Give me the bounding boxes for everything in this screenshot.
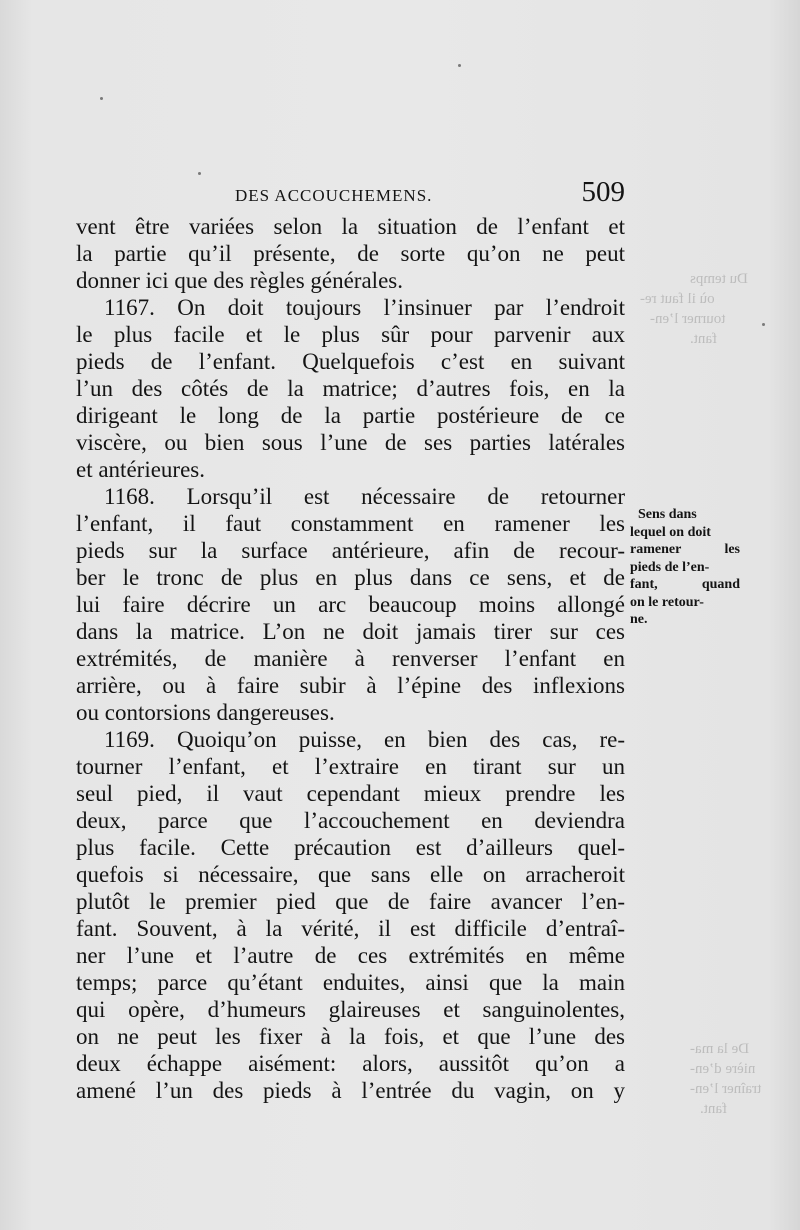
text-line: arrière, ou à faire subir à l’épine des inflexions [76,673,625,698]
text-line: lui faire décrire un arc beaucoup moins allongé [76,592,625,617]
margin-note-line: on le retour- [630,594,704,610]
page-header [76,176,625,216]
paper-speck [198,172,201,175]
text-line: dans la matrice. L’on ne doit jamais tirer sur ces [76,619,625,644]
text-line: extrémités, de manière à renverser l’enfant en [76,646,625,671]
text-line: temps; parce qu’étant enduites, ainsi que la main [76,970,625,995]
text-line: ber le tronc de plus en plus dans ce sens, et de [76,565,625,590]
text-line: vent être variées selon la situation de l’enfant et [76,214,625,239]
text-line: ou contorsions dangereuses. [76,700,335,725]
paper-speck [762,323,765,326]
show-through-mark: Du temps [690,271,748,287]
text-line: l’enfant, il faut constamment en ramener les [76,511,625,536]
margin-note-line: Sens dans [638,507,697,522]
text-line: pieds de l’enfant. Quelquefois c’est en suivant [76,349,625,374]
text-line: viscère, ou bien sous l’une de ses parties latérales [76,430,625,455]
margin-note-line: fant, quand [630,577,740,592]
text-line: deux échappe aisément: alors, aussitôt qu’on a [76,1051,625,1076]
paragraph-start-1169: 1169. Quoiqu’on puisse, en bien des cas, re- [104,727,625,752]
text-line: deux, parce que l’accouchement en deviendra [76,808,625,833]
margin-note-line: ne. [630,612,648,627]
text-line: ner l’une et l’autre de ces extrémités en même [76,943,625,968]
margin-note-line: lequel on doit [630,524,711,540]
show-through-mark: tourner l’en- [650,311,726,327]
text-line: seul pied, il vaut cependant mieux prendre les [76,781,625,806]
running-head: DES ACCOUCHEMENS. [235,186,433,205]
text-line: donner ici que des règles générales. [76,268,403,293]
text-line: quefois si nécessaire, que sans elle on arracheroit [76,862,625,887]
margin-note [630,506,740,629]
text-line: amené l’un des pieds à l’entrée du vagin, on y [76,1078,625,1103]
show-through-mark: nière d’en- [690,1061,756,1077]
paper-speck [100,97,103,100]
text-line: plus facile. Cette précaution est d’ailleurs quel- [76,835,625,860]
margin-note-line: pieds de l’en- [630,559,710,575]
paper-speck [458,64,461,67]
text-line: dirigeant le long de la partie postérieure de ce [76,403,625,428]
margin-note-line: ramener les [630,542,740,557]
text-line: plutôt le premier pied que de faire avancer l’en- [76,889,625,914]
page-number: 509 [581,176,625,208]
show-through-mark: fant. [690,331,718,347]
text-line: on ne peut les fixer à la fois, et que l’une des [76,1024,625,1049]
text-line: tourner l’enfant, et l’extraire en tirant sur un [76,754,625,779]
show-through-mark: De la ma- [690,1041,750,1057]
show-through-mark: où il faut re- [640,291,715,307]
text-line: et antérieures. [76,457,205,482]
show-through-mark: traîner l’en- [690,1081,762,1097]
text-line: fant. Souvent, à la vérité, il est difficile d’entraî- [76,916,625,941]
text-line: l’un des côtés de la matrice; d’autres fois, en la [76,376,625,401]
show-through-mark: fant. [700,1101,728,1117]
text-line: le plus facile et le plus sûr pour parvenir aux [76,322,625,347]
paragraph-start-1167: 1167. On doit toujours l’insinuer par l’endroit [104,295,625,320]
text-line: pieds sur la surface antérieure, afin de recour- [76,538,625,563]
text-line: qui opère, d’humeurs glaireuses et sanguinolentes, [76,997,625,1022]
paragraph-start-1168: 1168. Lorsqu’il est nécessaire de retourner [104,484,625,509]
text-line: la partie qu’il présente, de sorte qu’on ne peut [76,241,625,266]
body-text [76,213,625,1104]
